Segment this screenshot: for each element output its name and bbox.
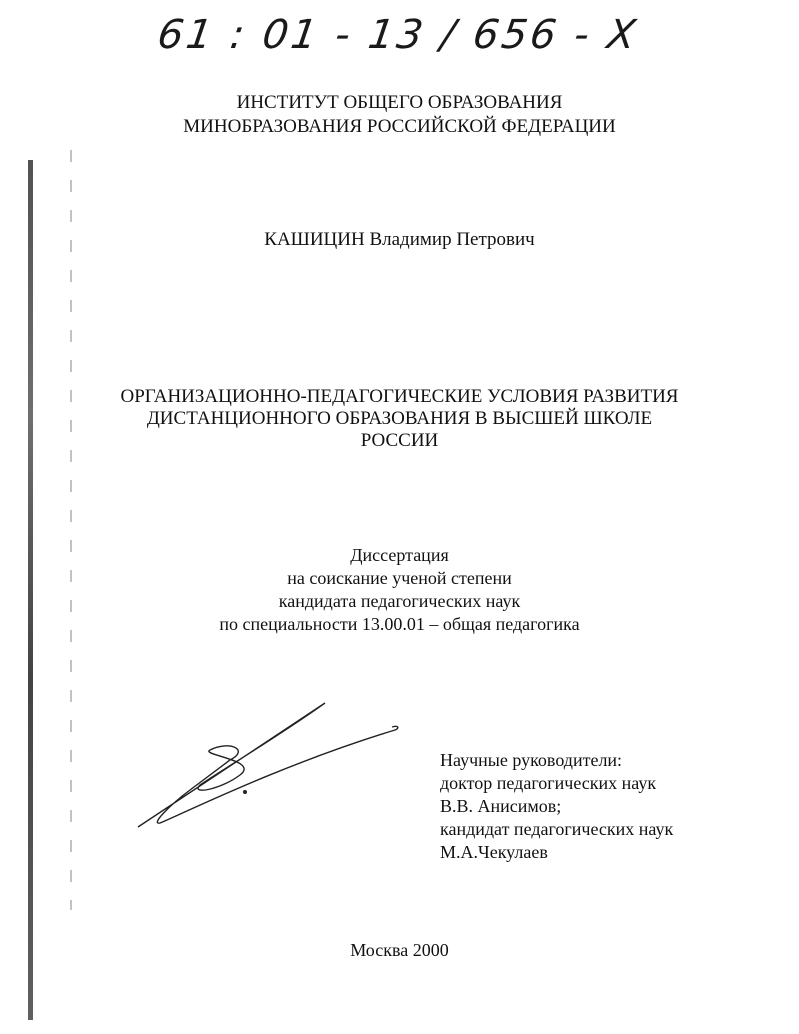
supervisor-1-name: В.В. Анисимов; bbox=[440, 796, 562, 816]
institution-line-2: МИНОБРАЗОВАНИЯ РОССИЙСКОЙ ФЕДЕРАЦИИ bbox=[183, 116, 616, 137]
degree-line-3: кандидата педагогических наук bbox=[278, 591, 521, 611]
signature bbox=[130, 695, 410, 835]
supervisor-1-degree: доктор педагогических наук bbox=[440, 773, 657, 793]
author-name: КАШИЦИН Владимир Петрович bbox=[264, 229, 535, 250]
handwritten-catalog-number: 61 : 01 - 13 / 656 - X bbox=[154, 12, 642, 58]
supervisor-2-degree: кандидат педагогических наук bbox=[440, 819, 674, 839]
supervisor-2-name: М.А.Чекулаев bbox=[440, 842, 548, 862]
title-line-3: РОССИИ bbox=[360, 430, 439, 451]
institution-line-1: ИНСТИТУТ ОБЩЕГО ОБРАЗОВАНИЯ bbox=[236, 92, 563, 113]
supervisors-heading: Научные руководители: bbox=[440, 750, 623, 770]
title-line-1: ОРГАНИЗАЦИОННО-ПЕДАГОГИЧЕСКИЕ УСЛОВИЯ РАЗВИТИЯ bbox=[120, 386, 679, 407]
degree-line-4: по специальности 13.00.01 – общая педагогика bbox=[219, 614, 580, 634]
degree-line-1: Диссертация bbox=[350, 545, 449, 565]
title-line-2: ДИСТАНЦИОННОГО ОБРАЗОВАНИЯ В ВЫСШЕЙ ШКОЛЕ bbox=[146, 408, 653, 429]
city-year: Москва 2000 bbox=[350, 940, 449, 960]
scan-edge-noise bbox=[70, 150, 72, 910]
degree-line-2: на соискание ученой степени bbox=[287, 568, 512, 588]
